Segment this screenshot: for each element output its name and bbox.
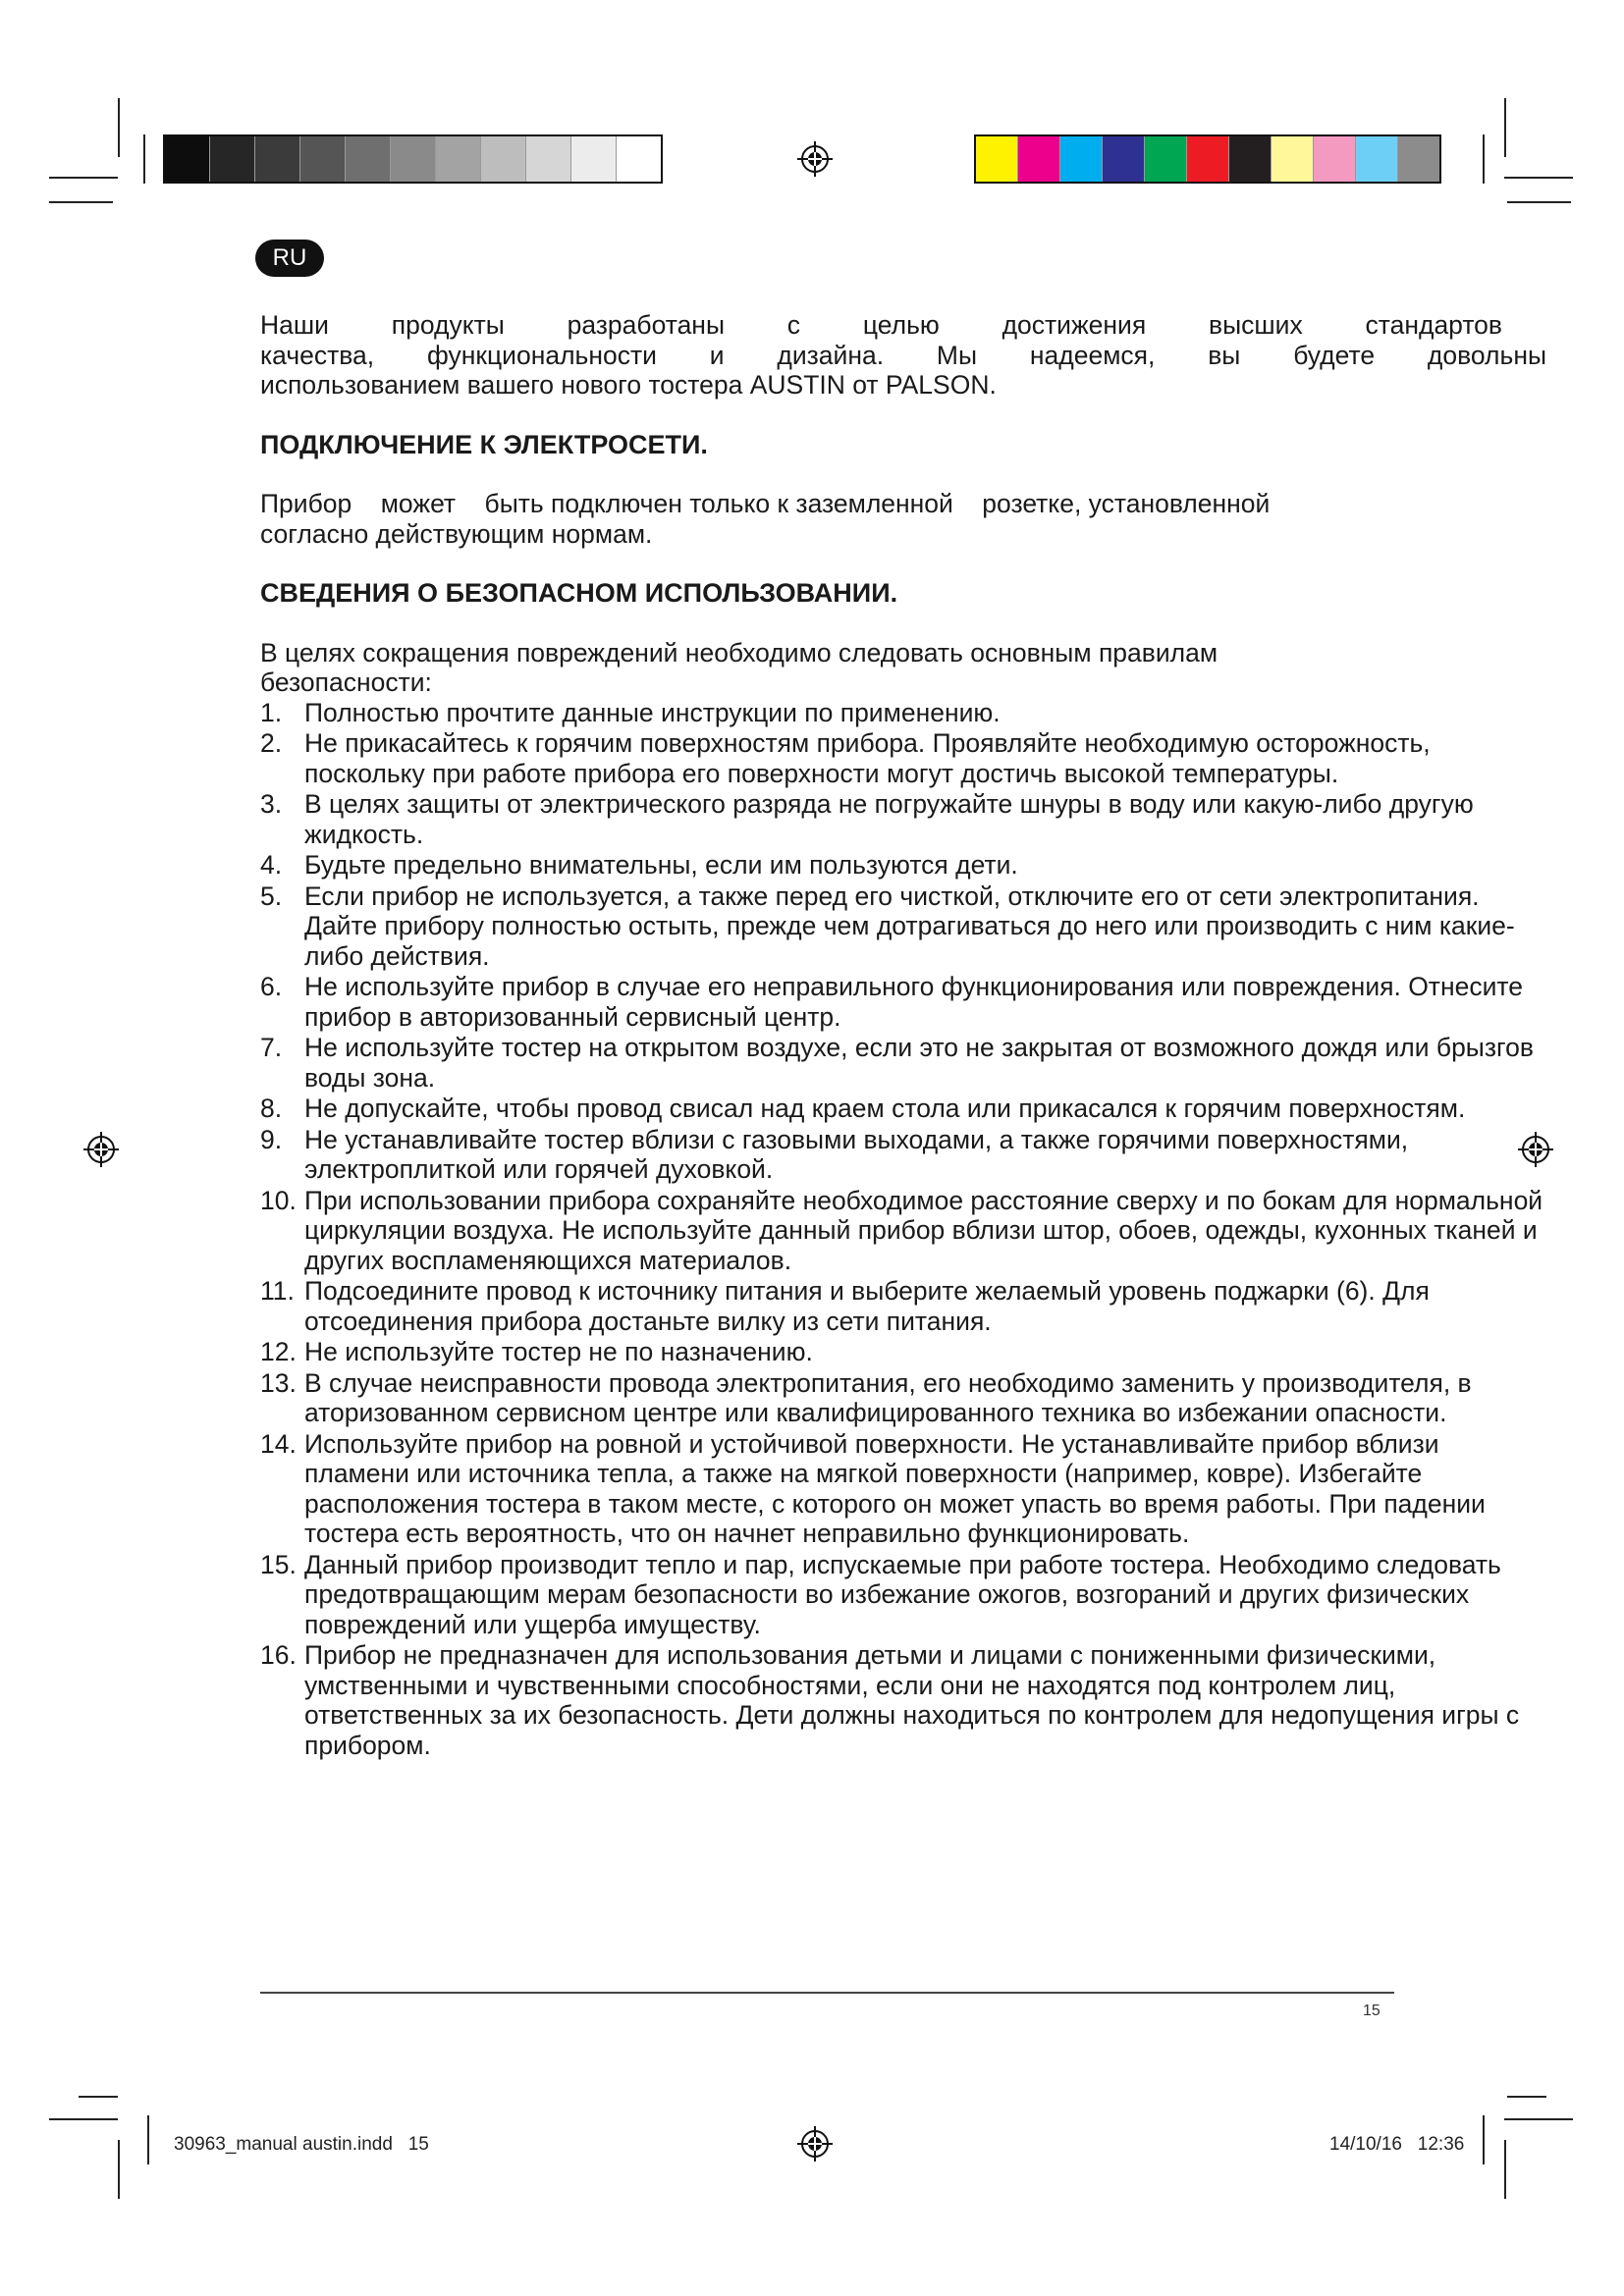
color-swatch xyxy=(1145,136,1187,182)
crop-mark xyxy=(49,201,113,203)
color-swatch xyxy=(300,136,346,182)
list-item-text: Если прибор не используется, а также перед его чисткой, отключите его от сети электропитания. Дайте прибору полностью остыть, прежде чем дотрагиваться до него или производить с ним какие-либо действия. xyxy=(304,881,1515,971)
list-item xyxy=(260,728,1546,788)
intro-line: Наши продукты разработаны с целью достижения высших стандартов xyxy=(260,310,1502,340)
color-swatch xyxy=(571,136,617,182)
list-item xyxy=(260,850,1546,881)
grayscale-color-bar xyxy=(163,134,663,184)
list-item-text: Данный прибор производит тепло и пар, испускаемые при работе тостера. Необходимо следовать предотвращающим мерам безопасности во избежание ожогов, возгораний и других физических повреждений или ущерба имуществу. xyxy=(304,1549,1501,1639)
crop-mark xyxy=(1507,201,1571,203)
crop-mark xyxy=(49,2118,118,2120)
color-swatch xyxy=(1103,136,1145,182)
list-item-number: 4. xyxy=(260,850,283,880)
color-swatch xyxy=(1018,136,1060,182)
color-swatch xyxy=(976,136,1018,182)
list-item-number: 16. xyxy=(260,1640,297,1670)
crop-mark xyxy=(1504,177,1573,179)
list-item-number: 8. xyxy=(260,1094,283,1123)
color-swatch xyxy=(481,136,526,182)
crop-mark xyxy=(1483,2115,1485,2164)
color-swatch xyxy=(210,136,255,182)
list-item xyxy=(260,1640,1546,1760)
crop-mark xyxy=(1504,98,1506,157)
list-item-text: Не допускайте, чтобы провод свисал над краем стола или прикасался к горячим поверхностям. xyxy=(304,1094,1466,1123)
list-item-number: 7. xyxy=(260,1033,283,1062)
list-item-text: В целях защиты от электрического разряда не погружайте шнуры в воду или какую-либо другую жидкость. xyxy=(304,789,1474,849)
crop-mark xyxy=(1504,2140,1506,2199)
safety-rules-list xyxy=(260,698,1546,1761)
list-item-text: Будьте предельно внимательны, если им пользуются дети. xyxy=(304,850,1018,880)
language-badge: RU xyxy=(255,240,324,277)
list-item xyxy=(260,1550,1546,1640)
color-swatch xyxy=(1187,136,1229,182)
color-swatch xyxy=(1060,136,1103,182)
list-item xyxy=(260,789,1546,849)
crop-mark xyxy=(1504,2118,1573,2120)
list-item-text: Прибор не предназначен для использования детьми и лицами с пониженными физическими, умственными и чувственными способностями, если они не находятся под контролем лиц, ответственных за их безопасность. Дети должны находиться по контролем для недопущения игры с прибором. xyxy=(304,1640,1520,1760)
list-item-number: 9. xyxy=(260,1124,283,1154)
list-item-text: Не используйте тостер не по назначению. xyxy=(304,1337,813,1366)
date-slug: 14/10/16 12:36 xyxy=(1329,2134,1465,2155)
crop-mark xyxy=(1483,134,1485,184)
list-item-number: 15. xyxy=(260,1549,297,1579)
registration-mark-icon xyxy=(83,1132,119,1167)
list-item-number: 12. xyxy=(260,1337,297,1366)
crop-mark xyxy=(79,2096,118,2098)
list-item-text: Не используйте тостер на открытом воздухе, если это не закрытая от возможного дождя или брызгов воды зона. xyxy=(304,1033,1534,1093)
list-item xyxy=(260,1337,1546,1367)
list-item xyxy=(260,1276,1546,1336)
color-swatch xyxy=(346,136,391,182)
list-item xyxy=(260,698,1546,728)
color-swatch xyxy=(1314,136,1356,182)
list-item xyxy=(260,1094,1546,1124)
list-item-number: 14. xyxy=(260,1428,297,1459)
color-swatch xyxy=(391,136,436,182)
color-swatch xyxy=(165,136,210,182)
list-item-text: Подсоедините провод к источнику питания и выберите желаемый уровень поджарки (6). Для отсоединения прибора достаньте вилку из сети питания. xyxy=(304,1276,1430,1336)
color-swatch xyxy=(255,136,300,182)
section-heading: СВЕДЕНИЯ О БЕЗОПАСНОМ ИСПОЛЬЗОВАНИИ. xyxy=(260,578,898,608)
crop-mark xyxy=(143,134,145,184)
list-item-number: 2. xyxy=(260,728,283,758)
process-color-bar xyxy=(974,134,1441,184)
color-swatch xyxy=(1398,136,1439,182)
registration-mark-icon xyxy=(797,141,833,177)
list-item-number: 3. xyxy=(260,789,283,819)
list-item xyxy=(260,1186,1546,1276)
registration-mark-icon xyxy=(797,2126,833,2162)
list-item-text: Не прикасайтесь к горячим поверхностям прибора. Проявляйте необходимую осторожность, поскольку при работе прибора его поверхности могут достичь высокой температуры. xyxy=(304,728,1431,788)
color-swatch xyxy=(1356,136,1398,182)
list-item xyxy=(260,1125,1546,1185)
color-swatch xyxy=(1229,136,1272,182)
color-swatch xyxy=(526,136,571,182)
list-item xyxy=(260,972,1546,1032)
connection-text: согласно действующим нормам. xyxy=(260,518,653,549)
list-item-number: 10. xyxy=(260,1185,297,1215)
document-body xyxy=(260,310,1546,1761)
file-slug: 30963_manual austin.indd 15 xyxy=(174,2134,429,2155)
safety-intro: В целях сокращения повреждений необходимо следовать основным правилам безопасности: xyxy=(260,637,1218,697)
list-item-number: 11. xyxy=(260,1276,295,1306)
list-item xyxy=(260,1429,1546,1549)
color-swatch xyxy=(617,136,661,182)
intro-line: качества, функциональности и дизайна. Мы надеемся, вы будете довольны xyxy=(260,340,1546,370)
color-swatch xyxy=(436,136,481,182)
list-item xyxy=(260,881,1546,972)
crop-mark xyxy=(118,98,120,157)
connection-text: Прибор может быть подключен только к заземленной розетке, установленной xyxy=(260,489,1271,518)
list-item-number: 5. xyxy=(260,881,283,911)
list-item-number: 1. xyxy=(260,697,283,727)
color-swatch xyxy=(1272,136,1314,182)
crop-mark xyxy=(147,2115,149,2164)
crop-mark xyxy=(1507,2096,1546,2098)
list-item-text: Не устанавливайте тостер вблизи с газовыми выходами, а также горячими поверхностями, электроплиткой или горячей духовкой. xyxy=(304,1124,1409,1184)
list-item-number: 13. xyxy=(260,1367,297,1398)
crop-mark xyxy=(49,177,118,179)
list-item-text: При использовании прибора сохраняйте необходимое расстояние сверху и по бокам для нормальной циркуляции воздуха. Не используйте данный прибор вблизи штор, обоев, одежды, кухонных тканей и других воспламеняющихся материалов. xyxy=(304,1185,1543,1275)
list-item-text: В случае неисправности провода электропитания, его необходимо заменить у производителя, в аторизованном сервисном центре или квалифицированного техника во избежании опасности. xyxy=(304,1367,1472,1427)
crop-mark xyxy=(118,2140,120,2199)
page-number: 15 xyxy=(1363,2002,1380,2019)
section-heading: ПОДКЛЮЧЕНИЕ К ЭЛЕКТРОСЕТИ. xyxy=(260,429,708,459)
list-item xyxy=(260,1368,1546,1428)
list-item-text: Используйте прибор на ровной и устойчивой поверхности. Не устанавливайте прибор вблизи пламени или источника тепла, а также на мягкой поверхности (например, ковре). Избегайте расположения тостера в таком месте, с которого он может упасть во время работы. При падении тостера есть вероятность, что он начнет неправильно функционировать. xyxy=(304,1428,1486,1548)
list-item xyxy=(260,1033,1546,1093)
list-item-number: 6. xyxy=(260,972,283,1001)
footer-divider xyxy=(260,1992,1394,1994)
intro-line: использованием вашего нового тостера AUSTIN от PALSON. xyxy=(260,370,997,400)
list-item-text: Полностью прочтите данные инструкции по применению. xyxy=(304,697,1001,727)
list-item-text: Не используйте прибор в случае его неправильного функционирования или повреждения. Отнесите прибор в авторизованный сервисный центр. xyxy=(304,972,1523,1032)
